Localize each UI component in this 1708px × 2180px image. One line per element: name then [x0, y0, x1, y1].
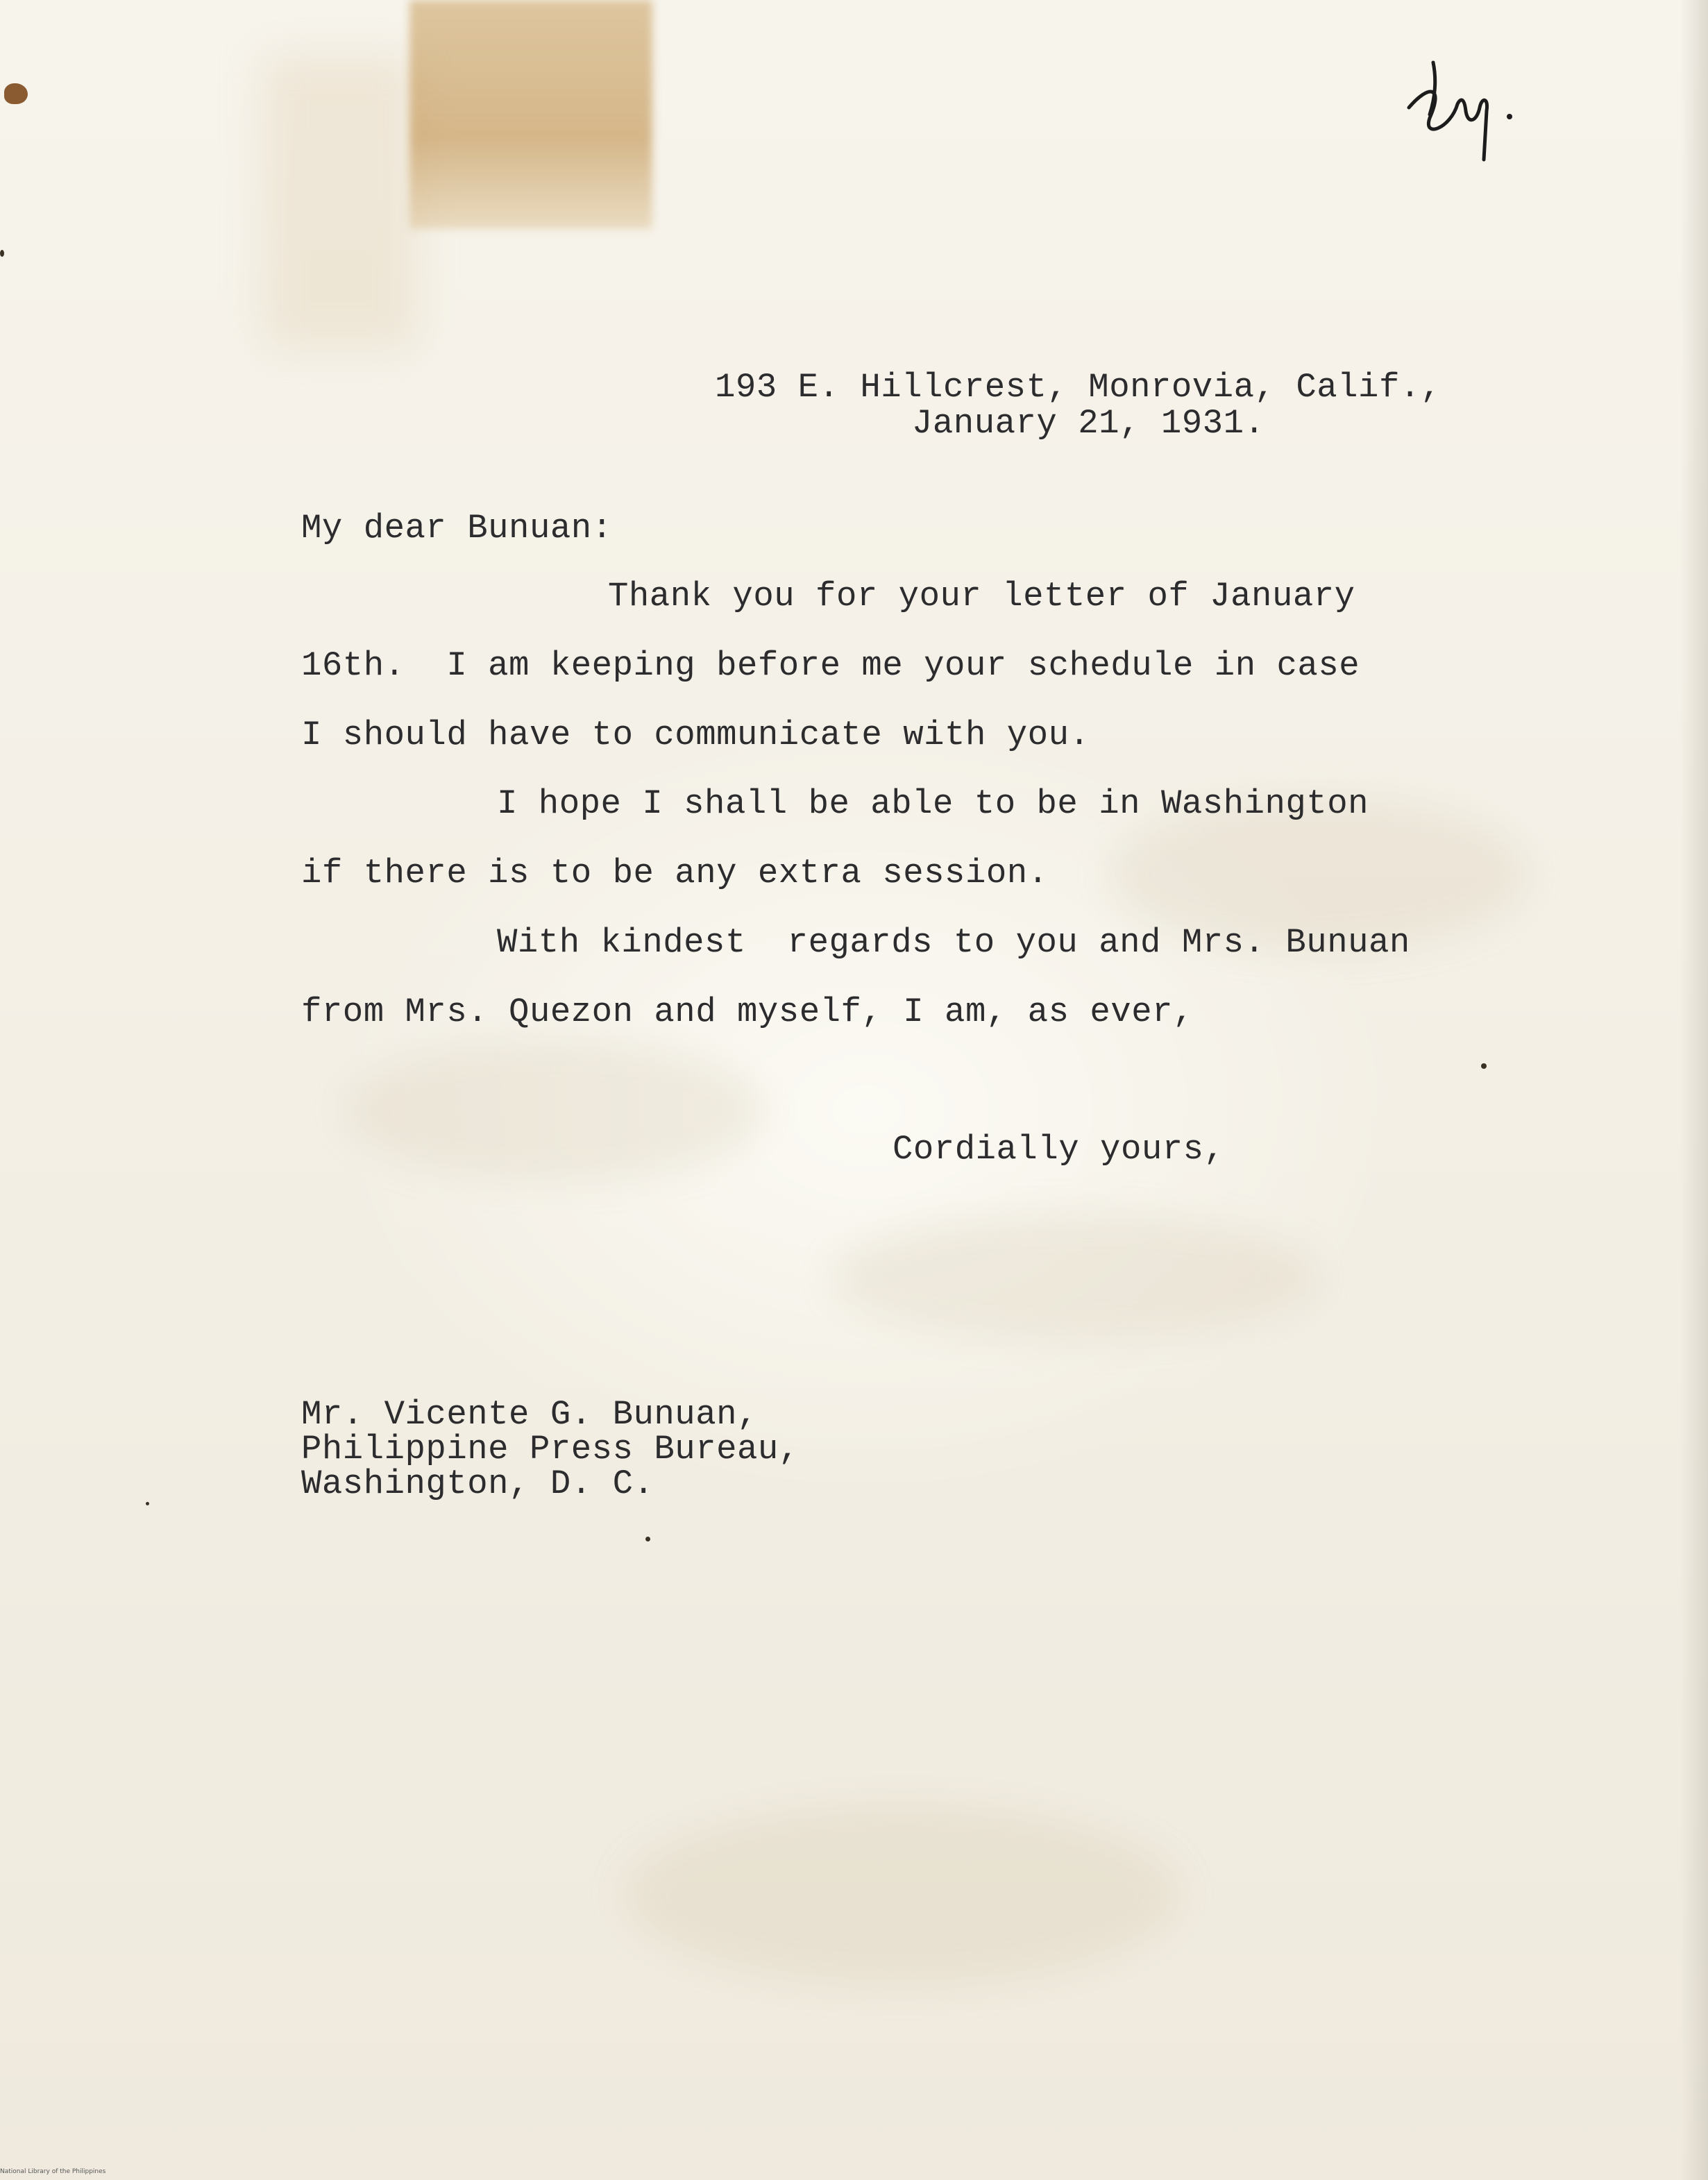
letter-date: January 21, 1931.	[912, 404, 1265, 443]
paper-speck	[146, 1502, 149, 1505]
recipient-line: Philippine Press Bureau,	[301, 1430, 800, 1469]
paper-edge	[1680, 0, 1708, 2180]
paper-speck	[0, 250, 4, 257]
paper-speck	[1481, 1063, 1487, 1069]
paper-smudge	[833, 1215, 1319, 1340]
recipient-line: Mr. Vicente G. Bunuan,	[301, 1395, 758, 1434]
handwritten-dup-note	[1402, 49, 1520, 167]
paper-speck	[645, 1537, 650, 1541]
body-line: With kindest regards to you and Mrs. Bunuan	[497, 923, 1410, 962]
paper-smudge	[347, 1041, 763, 1180]
archive-footer: National Library of the Philippines	[0, 2168, 106, 2175]
body-line: 16th. I am keeping before me your schedule in case	[301, 646, 1360, 685]
body-line: from Mrs. Quezon and myself, I am, as ever,	[301, 992, 1194, 1031]
paper-smudge	[625, 1805, 1180, 1985]
return-address: 193 E. Hillcrest, Monrovia, Calif.,	[715, 368, 1441, 407]
salutation: My dear Bunuan:	[301, 509, 613, 548]
body-line: I should have to communicate with you.	[301, 716, 1090, 754]
closing: Cordially yours,	[893, 1130, 1225, 1169]
tape-stain	[409, 0, 652, 229]
body-line: I hope I shall be able to be in Washington	[497, 784, 1369, 823]
body-line: Thank you for your letter of January	[608, 577, 1355, 616]
paper-mark	[4, 83, 28, 104]
paper-stain-faint	[264, 56, 416, 347]
body-line: if there is to be any extra session.	[301, 854, 1049, 893]
recipient-line: Washington, D. C.	[301, 1464, 654, 1503]
